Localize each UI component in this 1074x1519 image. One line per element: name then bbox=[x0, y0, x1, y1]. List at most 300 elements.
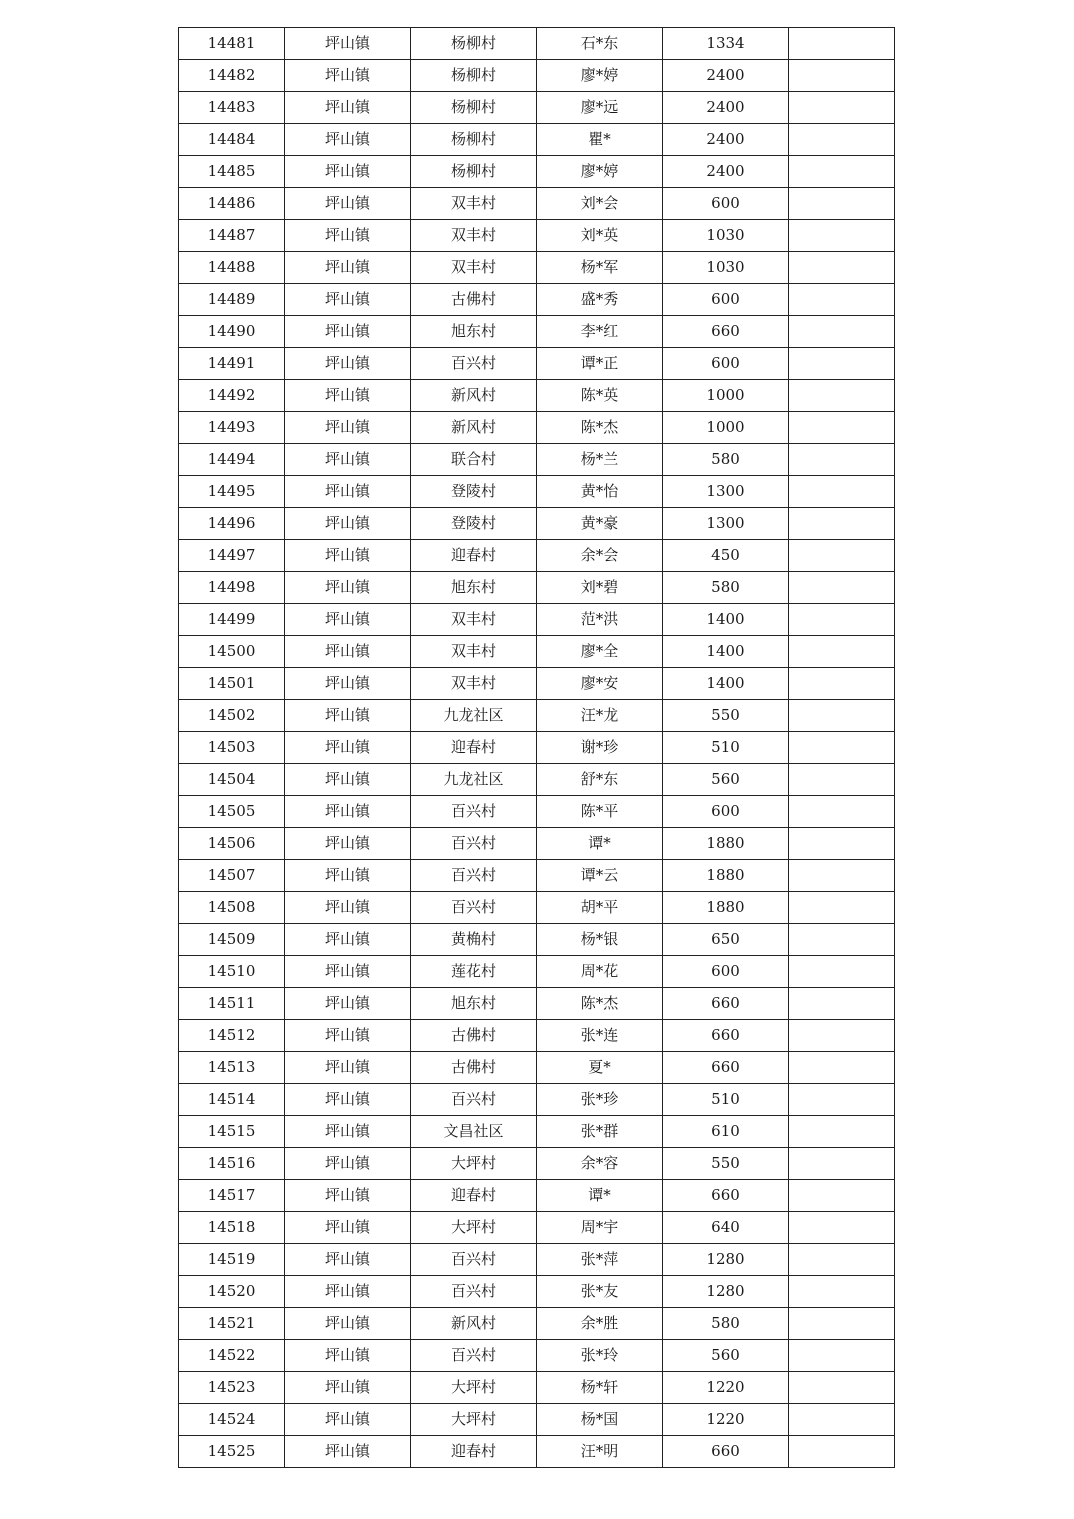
amount-cell: 1400 bbox=[663, 604, 789, 636]
person-name-cell: 谭* bbox=[537, 828, 663, 860]
serial-number-cell: 14520 bbox=[179, 1276, 285, 1308]
table-row bbox=[179, 1244, 895, 1276]
village-cell: 双丰村 bbox=[411, 220, 537, 252]
remarks-cell bbox=[789, 1436, 895, 1468]
table-row bbox=[179, 924, 895, 956]
serial-number-cell: 14515 bbox=[179, 1116, 285, 1148]
remarks-cell bbox=[789, 1404, 895, 1436]
serial-number-cell: 14486 bbox=[179, 188, 285, 220]
village-cell: 百兴村 bbox=[411, 828, 537, 860]
town-cell: 坪山镇 bbox=[285, 1340, 411, 1372]
amount-cell: 2400 bbox=[663, 92, 789, 124]
person-name-cell: 陈*杰 bbox=[537, 988, 663, 1020]
village-cell: 双丰村 bbox=[411, 668, 537, 700]
amount-cell: 610 bbox=[663, 1116, 789, 1148]
table-row bbox=[179, 1148, 895, 1180]
amount-cell: 580 bbox=[663, 572, 789, 604]
person-name-cell: 张*群 bbox=[537, 1116, 663, 1148]
town-cell: 坪山镇 bbox=[285, 636, 411, 668]
serial-number-cell: 14504 bbox=[179, 764, 285, 796]
town-cell: 坪山镇 bbox=[285, 1052, 411, 1084]
amount-cell: 510 bbox=[663, 732, 789, 764]
village-cell: 登陵村 bbox=[411, 476, 537, 508]
table-row bbox=[179, 956, 895, 988]
amount-cell: 450 bbox=[663, 540, 789, 572]
town-cell: 坪山镇 bbox=[285, 380, 411, 412]
village-cell: 新风村 bbox=[411, 1308, 537, 1340]
amount-cell: 640 bbox=[663, 1212, 789, 1244]
remarks-cell bbox=[789, 316, 895, 348]
town-cell: 坪山镇 bbox=[285, 412, 411, 444]
table-row bbox=[179, 1084, 895, 1116]
town-cell: 坪山镇 bbox=[285, 1116, 411, 1148]
table-row bbox=[179, 156, 895, 188]
village-cell: 古佛村 bbox=[411, 1052, 537, 1084]
serial-number-cell: 14521 bbox=[179, 1308, 285, 1340]
serial-number-cell: 14507 bbox=[179, 860, 285, 892]
amount-cell: 600 bbox=[663, 348, 789, 380]
table-row bbox=[179, 188, 895, 220]
person-name-cell: 范*洪 bbox=[537, 604, 663, 636]
table-row bbox=[179, 92, 895, 124]
person-name-cell: 陈*杰 bbox=[537, 412, 663, 444]
village-cell: 杨柳村 bbox=[411, 156, 537, 188]
person-name-cell: 张*友 bbox=[537, 1276, 663, 1308]
remarks-cell bbox=[789, 1084, 895, 1116]
person-name-cell: 盛*秀 bbox=[537, 284, 663, 316]
amount-cell: 580 bbox=[663, 444, 789, 476]
remarks-cell bbox=[789, 124, 895, 156]
village-cell: 莲花村 bbox=[411, 956, 537, 988]
remarks-cell bbox=[789, 956, 895, 988]
remarks-cell bbox=[789, 1020, 895, 1052]
town-cell: 坪山镇 bbox=[285, 284, 411, 316]
table-row bbox=[179, 252, 895, 284]
town-cell: 坪山镇 bbox=[285, 892, 411, 924]
serial-number-cell: 14490 bbox=[179, 316, 285, 348]
table-row bbox=[179, 1180, 895, 1212]
remarks-cell bbox=[789, 796, 895, 828]
town-cell: 坪山镇 bbox=[285, 796, 411, 828]
serial-number-cell: 14517 bbox=[179, 1180, 285, 1212]
village-cell: 古佛村 bbox=[411, 1020, 537, 1052]
remarks-cell bbox=[789, 1212, 895, 1244]
remarks-cell bbox=[789, 924, 895, 956]
remarks-cell bbox=[789, 732, 895, 764]
remarks-cell bbox=[789, 1308, 895, 1340]
village-cell: 杨柳村 bbox=[411, 60, 537, 92]
table-row bbox=[179, 1116, 895, 1148]
remarks-cell bbox=[789, 540, 895, 572]
serial-number-cell: 14489 bbox=[179, 284, 285, 316]
table-row bbox=[179, 1052, 895, 1084]
serial-number-cell: 14505 bbox=[179, 796, 285, 828]
town-cell: 坪山镇 bbox=[285, 988, 411, 1020]
town-cell: 坪山镇 bbox=[285, 1212, 411, 1244]
remarks-cell bbox=[789, 1276, 895, 1308]
town-cell: 坪山镇 bbox=[285, 1308, 411, 1340]
remarks-cell bbox=[789, 604, 895, 636]
serial-number-cell: 14519 bbox=[179, 1244, 285, 1276]
person-name-cell: 杨*军 bbox=[537, 252, 663, 284]
serial-number-cell: 14483 bbox=[179, 92, 285, 124]
remarks-cell bbox=[789, 508, 895, 540]
person-name-cell: 廖*安 bbox=[537, 668, 663, 700]
serial-number-cell: 14518 bbox=[179, 1212, 285, 1244]
serial-number-cell: 14496 bbox=[179, 508, 285, 540]
serial-number-cell: 14516 bbox=[179, 1148, 285, 1180]
person-name-cell: 谭*正 bbox=[537, 348, 663, 380]
table-row bbox=[179, 1020, 895, 1052]
table-row bbox=[179, 828, 895, 860]
village-cell: 旭东村 bbox=[411, 572, 537, 604]
table-row bbox=[179, 220, 895, 252]
town-cell: 坪山镇 bbox=[285, 124, 411, 156]
table-row bbox=[179, 476, 895, 508]
person-name-cell: 余*会 bbox=[537, 540, 663, 572]
person-name-cell: 刘*碧 bbox=[537, 572, 663, 604]
town-cell: 坪山镇 bbox=[285, 956, 411, 988]
remarks-cell bbox=[789, 476, 895, 508]
amount-cell: 550 bbox=[663, 1148, 789, 1180]
village-cell: 双丰村 bbox=[411, 604, 537, 636]
table-row bbox=[179, 284, 895, 316]
table-row bbox=[179, 1340, 895, 1372]
town-cell: 坪山镇 bbox=[285, 764, 411, 796]
village-cell: 杨柳村 bbox=[411, 124, 537, 156]
amount-cell: 510 bbox=[663, 1084, 789, 1116]
amount-cell: 1300 bbox=[663, 508, 789, 540]
amount-cell: 560 bbox=[663, 1340, 789, 1372]
serial-number-cell: 14510 bbox=[179, 956, 285, 988]
person-name-cell: 廖*全 bbox=[537, 636, 663, 668]
amount-cell: 1880 bbox=[663, 828, 789, 860]
town-cell: 坪山镇 bbox=[285, 60, 411, 92]
person-name-cell: 杨*银 bbox=[537, 924, 663, 956]
table-row bbox=[179, 1308, 895, 1340]
serial-number-cell: 14482 bbox=[179, 60, 285, 92]
amount-cell: 660 bbox=[663, 988, 789, 1020]
serial-number-cell: 14494 bbox=[179, 444, 285, 476]
amount-cell: 1880 bbox=[663, 860, 789, 892]
remarks-cell bbox=[789, 700, 895, 732]
village-cell: 九龙社区 bbox=[411, 700, 537, 732]
amount-cell: 660 bbox=[663, 1020, 789, 1052]
serial-number-cell: 14501 bbox=[179, 668, 285, 700]
remarks-cell bbox=[789, 764, 895, 796]
town-cell: 坪山镇 bbox=[285, 92, 411, 124]
remarks-cell bbox=[789, 412, 895, 444]
person-name-cell: 胡*平 bbox=[537, 892, 663, 924]
amount-cell: 1400 bbox=[663, 668, 789, 700]
person-name-cell: 夏* bbox=[537, 1052, 663, 1084]
village-cell: 大坪村 bbox=[411, 1404, 537, 1436]
table-row bbox=[179, 444, 895, 476]
person-name-cell: 谭* bbox=[537, 1180, 663, 1212]
amount-cell: 660 bbox=[663, 1052, 789, 1084]
town-cell: 坪山镇 bbox=[285, 476, 411, 508]
table-row bbox=[179, 700, 895, 732]
serial-number-cell: 14485 bbox=[179, 156, 285, 188]
remarks-cell bbox=[789, 1148, 895, 1180]
person-name-cell: 李*红 bbox=[537, 316, 663, 348]
town-cell: 坪山镇 bbox=[285, 1404, 411, 1436]
person-name-cell: 余*胜 bbox=[537, 1308, 663, 1340]
remarks-cell bbox=[789, 348, 895, 380]
amount-cell: 1400 bbox=[663, 636, 789, 668]
table-row bbox=[179, 732, 895, 764]
town-cell: 坪山镇 bbox=[285, 668, 411, 700]
serial-number-cell: 14499 bbox=[179, 604, 285, 636]
town-cell: 坪山镇 bbox=[285, 1436, 411, 1468]
table-row bbox=[179, 796, 895, 828]
amount-cell: 2400 bbox=[663, 124, 789, 156]
person-name-cell: 石*东 bbox=[537, 28, 663, 60]
village-cell: 双丰村 bbox=[411, 636, 537, 668]
table-row bbox=[179, 508, 895, 540]
remarks-cell bbox=[789, 572, 895, 604]
town-cell: 坪山镇 bbox=[285, 1084, 411, 1116]
serial-number-cell: 14503 bbox=[179, 732, 285, 764]
village-cell: 登陵村 bbox=[411, 508, 537, 540]
serial-number-cell: 14491 bbox=[179, 348, 285, 380]
serial-number-cell: 14502 bbox=[179, 700, 285, 732]
person-name-cell: 周*花 bbox=[537, 956, 663, 988]
town-cell: 坪山镇 bbox=[285, 540, 411, 572]
town-cell: 坪山镇 bbox=[285, 700, 411, 732]
amount-cell: 600 bbox=[663, 956, 789, 988]
amount-cell: 1300 bbox=[663, 476, 789, 508]
remarks-cell bbox=[789, 252, 895, 284]
town-cell: 坪山镇 bbox=[285, 1148, 411, 1180]
town-cell: 坪山镇 bbox=[285, 1244, 411, 1276]
amount-cell: 600 bbox=[663, 284, 789, 316]
village-cell: 双丰村 bbox=[411, 188, 537, 220]
person-name-cell: 瞿* bbox=[537, 124, 663, 156]
remarks-cell bbox=[789, 444, 895, 476]
person-name-cell: 张*玲 bbox=[537, 1340, 663, 1372]
village-cell: 黄桷村 bbox=[411, 924, 537, 956]
table-row bbox=[179, 988, 895, 1020]
remarks-cell bbox=[789, 1340, 895, 1372]
serial-number-cell: 14525 bbox=[179, 1436, 285, 1468]
table-row bbox=[179, 604, 895, 636]
table-row bbox=[179, 348, 895, 380]
serial-number-cell: 14508 bbox=[179, 892, 285, 924]
village-cell: 百兴村 bbox=[411, 860, 537, 892]
table-row bbox=[179, 380, 895, 412]
town-cell: 坪山镇 bbox=[285, 732, 411, 764]
amount-cell: 660 bbox=[663, 1180, 789, 1212]
person-name-cell: 谢*珍 bbox=[537, 732, 663, 764]
amount-cell: 1030 bbox=[663, 220, 789, 252]
amount-cell: 650 bbox=[663, 924, 789, 956]
village-cell: 迎春村 bbox=[411, 1180, 537, 1212]
serial-number-cell: 14484 bbox=[179, 124, 285, 156]
amount-cell: 1220 bbox=[663, 1372, 789, 1404]
town-cell: 坪山镇 bbox=[285, 860, 411, 892]
person-name-cell: 廖*婷 bbox=[537, 60, 663, 92]
table-row bbox=[179, 1436, 895, 1468]
village-cell: 百兴村 bbox=[411, 1084, 537, 1116]
amount-cell: 2400 bbox=[663, 60, 789, 92]
remarks-cell bbox=[789, 860, 895, 892]
person-name-cell: 周*宇 bbox=[537, 1212, 663, 1244]
amount-cell: 560 bbox=[663, 764, 789, 796]
person-name-cell: 陈*英 bbox=[537, 380, 663, 412]
serial-number-cell: 14497 bbox=[179, 540, 285, 572]
amount-cell: 1000 bbox=[663, 380, 789, 412]
table-row bbox=[179, 1404, 895, 1436]
village-cell: 九龙社区 bbox=[411, 764, 537, 796]
table-row bbox=[179, 572, 895, 604]
table-row bbox=[179, 540, 895, 572]
village-cell: 百兴村 bbox=[411, 1276, 537, 1308]
amount-cell: 580 bbox=[663, 1308, 789, 1340]
table-row bbox=[179, 60, 895, 92]
remarks-cell bbox=[789, 220, 895, 252]
person-name-cell: 汪*明 bbox=[537, 1436, 663, 1468]
town-cell: 坪山镇 bbox=[285, 252, 411, 284]
person-name-cell: 廖*婷 bbox=[537, 156, 663, 188]
amount-cell: 1030 bbox=[663, 252, 789, 284]
remarks-cell bbox=[789, 60, 895, 92]
town-cell: 坪山镇 bbox=[285, 924, 411, 956]
serial-number-cell: 14498 bbox=[179, 572, 285, 604]
table-row bbox=[179, 1212, 895, 1244]
remarks-cell bbox=[789, 636, 895, 668]
table-row bbox=[179, 316, 895, 348]
town-cell: 坪山镇 bbox=[285, 1276, 411, 1308]
person-name-cell: 舒*东 bbox=[537, 764, 663, 796]
village-cell: 迎春村 bbox=[411, 732, 537, 764]
village-cell: 联合村 bbox=[411, 444, 537, 476]
town-cell: 坪山镇 bbox=[285, 220, 411, 252]
serial-number-cell: 14495 bbox=[179, 476, 285, 508]
village-cell: 文昌社区 bbox=[411, 1116, 537, 1148]
person-name-cell: 廖*远 bbox=[537, 92, 663, 124]
remarks-cell bbox=[789, 92, 895, 124]
village-cell: 新风村 bbox=[411, 380, 537, 412]
amount-cell: 550 bbox=[663, 700, 789, 732]
remarks-cell bbox=[789, 284, 895, 316]
village-cell: 大坪村 bbox=[411, 1148, 537, 1180]
serial-number-cell: 14487 bbox=[179, 220, 285, 252]
village-cell: 新风村 bbox=[411, 412, 537, 444]
remarks-cell bbox=[789, 668, 895, 700]
amount-cell: 1334 bbox=[663, 28, 789, 60]
serial-number-cell: 14514 bbox=[179, 1084, 285, 1116]
remarks-cell bbox=[789, 1372, 895, 1404]
remarks-cell bbox=[789, 1180, 895, 1212]
person-name-cell: 黄*豪 bbox=[537, 508, 663, 540]
village-cell: 百兴村 bbox=[411, 348, 537, 380]
village-cell: 大坪村 bbox=[411, 1372, 537, 1404]
town-cell: 坪山镇 bbox=[285, 1372, 411, 1404]
amount-cell: 660 bbox=[663, 1436, 789, 1468]
person-name-cell: 张*连 bbox=[537, 1020, 663, 1052]
town-cell: 坪山镇 bbox=[285, 1020, 411, 1052]
remarks-cell bbox=[789, 892, 895, 924]
person-name-cell: 张*萍 bbox=[537, 1244, 663, 1276]
person-name-cell: 刘*会 bbox=[537, 188, 663, 220]
serial-number-cell: 14488 bbox=[179, 252, 285, 284]
village-cell: 百兴村 bbox=[411, 796, 537, 828]
village-cell: 百兴村 bbox=[411, 1244, 537, 1276]
person-name-cell: 刘*英 bbox=[537, 220, 663, 252]
remarks-cell bbox=[789, 828, 895, 860]
amount-cell: 1000 bbox=[663, 412, 789, 444]
remarks-cell bbox=[789, 380, 895, 412]
amount-cell: 660 bbox=[663, 316, 789, 348]
town-cell: 坪山镇 bbox=[285, 1180, 411, 1212]
serial-number-cell: 14511 bbox=[179, 988, 285, 1020]
table-row bbox=[179, 668, 895, 700]
serial-number-cell: 14522 bbox=[179, 1340, 285, 1372]
table-row bbox=[179, 892, 895, 924]
amount-cell: 600 bbox=[663, 796, 789, 828]
person-name-cell: 余*容 bbox=[537, 1148, 663, 1180]
town-cell: 坪山镇 bbox=[285, 188, 411, 220]
town-cell: 坪山镇 bbox=[285, 348, 411, 380]
person-name-cell: 陈*平 bbox=[537, 796, 663, 828]
town-cell: 坪山镇 bbox=[285, 508, 411, 540]
town-cell: 坪山镇 bbox=[285, 28, 411, 60]
village-cell: 杨柳村 bbox=[411, 92, 537, 124]
amount-cell: 2400 bbox=[663, 156, 789, 188]
village-cell: 迎春村 bbox=[411, 540, 537, 572]
town-cell: 坪山镇 bbox=[285, 444, 411, 476]
person-name-cell: 杨*兰 bbox=[537, 444, 663, 476]
table-row bbox=[179, 764, 895, 796]
amount-cell: 1280 bbox=[663, 1244, 789, 1276]
village-cell: 古佛村 bbox=[411, 284, 537, 316]
remarks-cell bbox=[789, 1052, 895, 1084]
person-name-cell: 杨*轩 bbox=[537, 1372, 663, 1404]
table-body bbox=[179, 28, 895, 1468]
remarks-cell bbox=[789, 28, 895, 60]
table-row bbox=[179, 1276, 895, 1308]
village-cell: 旭东村 bbox=[411, 316, 537, 348]
serial-number-cell: 14481 bbox=[179, 28, 285, 60]
amount-cell: 1280 bbox=[663, 1276, 789, 1308]
amount-cell: 1880 bbox=[663, 892, 789, 924]
serial-number-cell: 14509 bbox=[179, 924, 285, 956]
serial-number-cell: 14492 bbox=[179, 380, 285, 412]
register-table bbox=[178, 27, 895, 1468]
remarks-cell bbox=[789, 188, 895, 220]
person-name-cell: 谭*云 bbox=[537, 860, 663, 892]
amount-cell: 600 bbox=[663, 188, 789, 220]
remarks-cell bbox=[789, 156, 895, 188]
serial-number-cell: 14524 bbox=[179, 1404, 285, 1436]
remarks-cell bbox=[789, 1116, 895, 1148]
village-cell: 百兴村 bbox=[411, 892, 537, 924]
town-cell: 坪山镇 bbox=[285, 604, 411, 636]
village-cell: 迎春村 bbox=[411, 1436, 537, 1468]
person-name-cell: 张*珍 bbox=[537, 1084, 663, 1116]
amount-cell: 1220 bbox=[663, 1404, 789, 1436]
town-cell: 坪山镇 bbox=[285, 572, 411, 604]
table-row bbox=[179, 1372, 895, 1404]
village-cell: 大坪村 bbox=[411, 1212, 537, 1244]
village-cell: 旭东村 bbox=[411, 988, 537, 1020]
serial-number-cell: 14506 bbox=[179, 828, 285, 860]
village-cell: 杨柳村 bbox=[411, 28, 537, 60]
town-cell: 坪山镇 bbox=[285, 316, 411, 348]
table-row bbox=[179, 860, 895, 892]
remarks-cell bbox=[789, 988, 895, 1020]
